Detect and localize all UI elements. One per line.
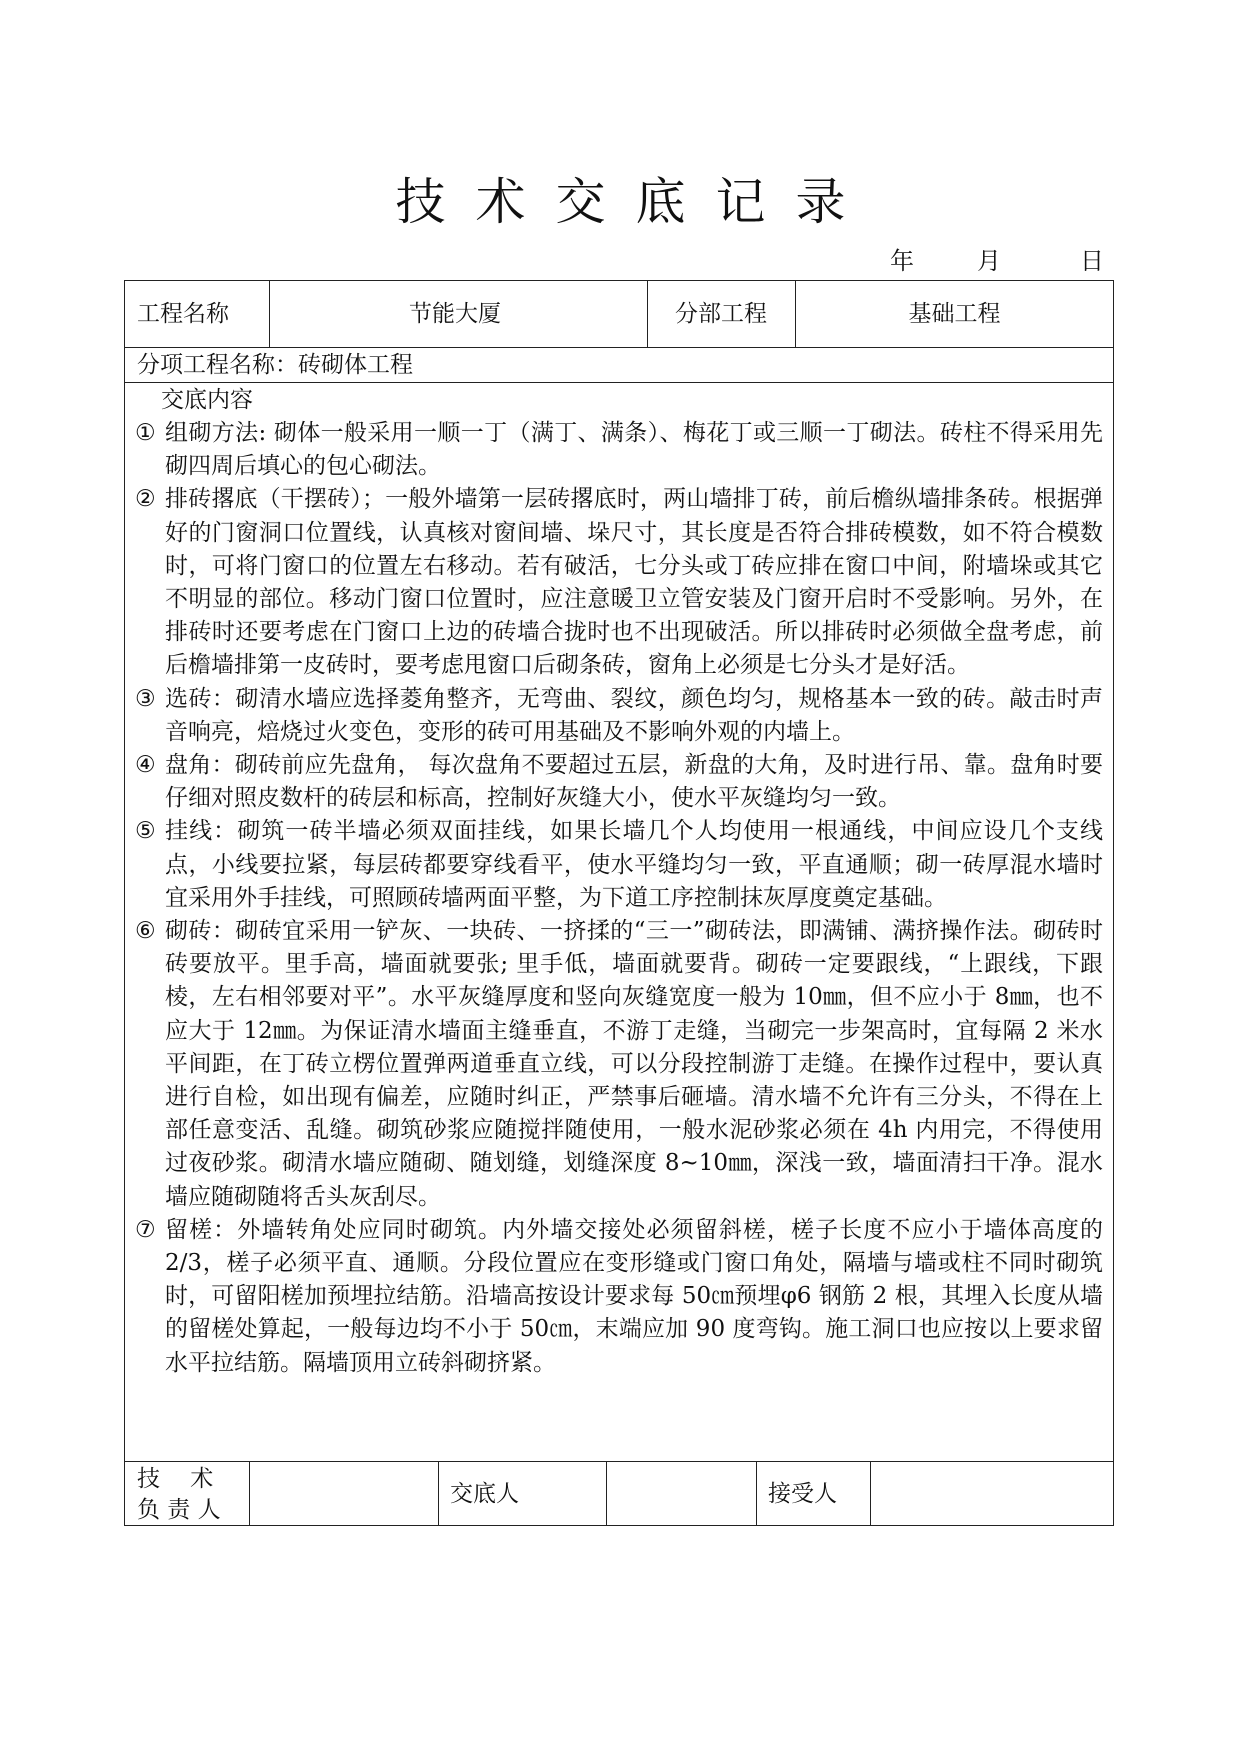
content-heading: 交底内容: [161, 387, 253, 413]
subitem-name: 分项工程名称：砖砌体工程: [137, 352, 413, 378]
discloser-label: 交底人: [450, 1481, 519, 1507]
item-number: ①: [135, 420, 156, 446]
divider: [249, 1462, 250, 1526]
divider: [606, 1462, 607, 1526]
project-name-value: 节能大厦: [409, 301, 501, 327]
item-number: ②: [135, 486, 156, 513]
item-number: ⑥: [135, 918, 156, 945]
tech-lead-label-line2: 负 责 人: [137, 1497, 221, 1523]
list-item: [135, 749, 1103, 815]
item-text: 挂线：砌筑一砖半墙必须双面挂线，如果长墙几个人均使用一根通线，中间应设几个支线点，小线要拉紧，每层砖都要穿线看平，使水平缝均匀一致，平直通顺；砌一砖厚混水墙时宜采用外手挂线，可照顾砖墙两面平整，为下道工序控制抹灰厚度奠定基础。: [165, 818, 1103, 911]
division-label: 分部工程: [675, 301, 767, 327]
list-item: [135, 483, 1103, 682]
list-item: [135, 1214, 1103, 1380]
project-name-label: 工程名称: [137, 301, 229, 327]
receiver-label: 接受人: [768, 1481, 837, 1507]
division-value: 基础工程: [908, 301, 1001, 327]
item-text: 排砖撂底（干摆砖）；一般外墙第一层砖撂底时，两山墙排丁砖，前后檐纵墙排条砖。根据弹好的门窗洞口位置线，认真核对窗间墙、垛尺寸，其长度是否符合排砖模数，如不符合模数时，可将门窗口的位置左右移动。若有破活，七分头或丁砖应排在窗口中间，附墙垛或其它不明显的部位。移动门窗口位置时，应注意暖卫立管安装及门窗开启时不受影响。另外，在排砖时还要考虑在门窗口上边的砖墙合拢时也不出现破活。所以排砖时必须做全盘考虑，前后檐墙排第一皮砖时，要考虑甩窗口后砌条砖，窗角上必须是七分头才是好活。: [165, 486, 1103, 679]
record-table: [124, 280, 1114, 1526]
tech-lead-label-line1: 技 术: [137, 1466, 214, 1492]
item-text: 选砖：砌清水墙应选择菱角整齐，无弯曲、裂纹，颜色均匀，规格基本一致的砖。敲击时声音响亮，焙烧过火变色，变形的砖可用基础及不影响外观的内墙上。: [165, 685, 1103, 745]
date-month-label: 月: [977, 247, 1001, 275]
list-item: [135, 815, 1103, 915]
date-day-label: 日: [1080, 247, 1104, 275]
list-item: [135, 683, 1103, 749]
divider: [125, 1461, 1113, 1462]
divider: [125, 382, 1113, 383]
item-text: 留槎：外墙转角处应同时砌筑。内外墙交接处必须留斜槎，槎子长度不应小于墙体高度的 2/3，槎子必须平直、通顺。分段位置应在变形缝或门窗口角处，隔墙与墙或柱不同时砌筑时，可留阳槎加预埋拉结筋。沿墙高按设计要求每 50㎝预埋φ6 钢筋 2 根，其埋入长度从墙的留槎处算起，一般每边均不小于 50㎝，末端应加 90 度弯钩。施工洞口也应按以上要求留水平拉结筋。隔墙顶用立砖斜砌挤紧。: [165, 1216, 1103, 1376]
page-title: 技术交底记录: [395, 173, 876, 231]
divider: [756, 1462, 757, 1526]
divider: [870, 1462, 871, 1526]
list-item: [135, 417, 1103, 483]
disclosure-items: [135, 417, 1103, 1380]
list-item: [135, 915, 1103, 1214]
item-number: ⑤: [135, 818, 156, 845]
item-number: ④: [135, 752, 156, 779]
divider: [438, 1462, 439, 1526]
item-number: ③: [135, 685, 156, 712]
item-text: 盘角：砌砖前应先盘角， 每次盘角不要超过五层，新盘的大角，及时进行吊、靠。盘角时要仔细对照皮数杆的砖层和标高，控制好灰缝大小，使水平灰缝均匀一致。: [165, 752, 1103, 812]
item-number: ⑦: [135, 1216, 156, 1243]
item-text: 砌砖：砌砖宜采用一铲灰、一块砖、一挤揉的“三一”砌砖法，即满铺、满挤操作法。砌砖时砖要放平。里手高，墙面就要张; 里手低，墙面就要背。砌砖一定要跟线，“上跟线，下跟棱，左右相邻要对平”。水平灰缝厚度和竖向灰缝宽度一般为 10㎜，但不应小于 8㎜，也不应大于 12㎜。为保证清水墙面主缝垂直，不游丁走缝，当砌完一步架高时，宜每隔 2 米水平间距，在丁砖立楞位置弹两道垂直立线，可以分段控制游丁走缝。在操作过程中，要认真进行自检，如出现有偏差，应随时纠正，严禁事后砸墙。清水墙不允许有三分头，不得在上部任意变活、乱缝。砌筑砂浆应随搅拌随使用，一般水泥砂浆必须在 4h 内用完，不得使用过夜砂浆。砌清水墙应随砌、随划缝，划缝深度 8~10㎜，深浅一致，墙面清扫干净。混水墙应随砌随将舌头灰刮尽。: [165, 918, 1103, 1210]
item-text: 组砌方法: 砌体一般采用一顺一丁（满丁、满条）、梅花丁或三顺一丁砌法。砖柱不得采用先砌四周后填心的包心砌法。: [165, 420, 1103, 480]
date-year-label: 年: [890, 247, 914, 275]
